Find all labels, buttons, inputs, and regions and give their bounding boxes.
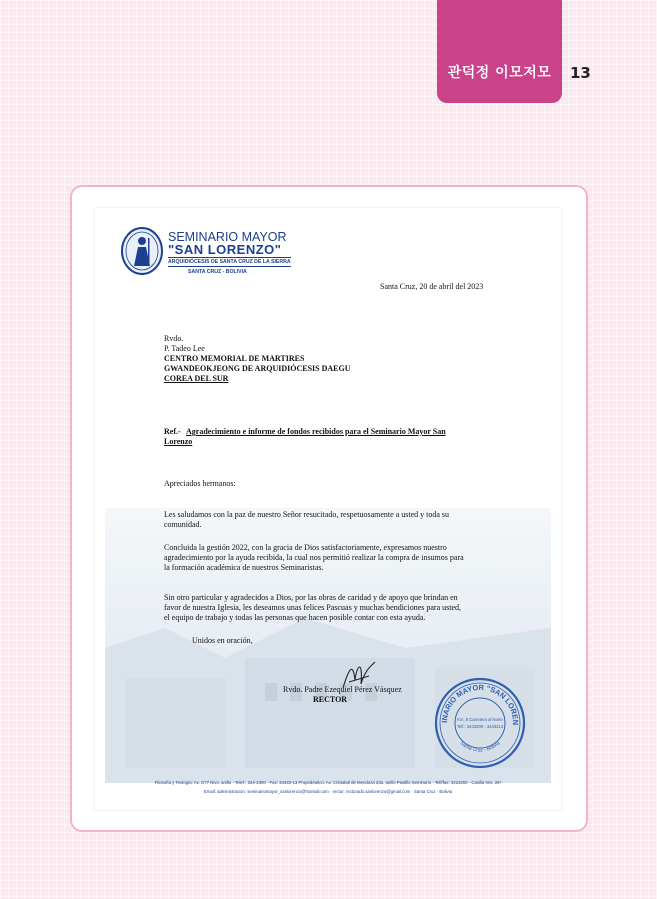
recipient-line-2: P. Tadeo Lee [164,344,205,353]
letterhead-line-3: ARQUIDIÓCESIS DE SANTA CRUZ DE LA SIERRA [168,259,291,265]
seminary-logo-icon [120,226,164,276]
paragraph-3-line-2: favor de nuestra Iglesia, les deseamos unas felices Pascuas y muchas bendiciones para usted, [164,603,462,612]
letterhead-line-1: SEMINARIO MAYOR [168,230,287,244]
footer-line-1: Filosofía y Teología: Av. G77 Nivo. anillo · Telef.: 344-3300 · Fax: 34433-13 Propedéutico: Av. Cristobal de Mendoza 2do. anillo Pastillo Seminario · Telf/fax: 3423200 · Casilla Nro. 25* [154,780,502,785]
page-number: 13 [570,64,591,82]
seminary-seal-icon [433,676,527,770]
recipient-line-4: GWANDEOKJEONG DE ARQUIDIÓCESIS DAEGU [164,364,351,373]
recipient-line-3: CENTRO MEMORIAL DE MARTIRES [164,354,305,363]
svg-text:Santa Cruz - Bolivia [459,740,502,753]
paragraph-2-line-2: agradecimiento por la ayuda recibida, la cual nos permitió realizar la compra de insumos para [164,553,464,562]
paragraph-2-line-3: la formación académica de nuestros Seminaristas. [164,563,324,572]
letter-date: Santa Cruz, 20 de abril del 2023 [380,282,484,291]
section-tab [437,0,562,103]
paragraph-1-line-2: comunidad. [164,520,202,529]
seal-ring-text: INARIO MAYOR "SAN LOREN [439,682,521,726]
footer-line-2: Email: administracion: seminariomayor_sanlorenzo@hotmail.com · rector: rectorado.sanlorenzo@gmail.com · Santa Cruz · Bolivia [203,789,452,794]
recipient-line-1: Rvdo. [164,334,184,343]
reference-text-2: Lorenzo [164,437,193,446]
reference-text-1: Agradecimiento e informe de fondos recibidos para el Seminario Mayor San [186,427,446,436]
closing: Unidos en oración, [192,636,253,645]
seal-center-2: Telf.: 3443300 - 3443313 [456,724,504,729]
section-tab-label: 관덕정 이모저모 [447,65,552,81]
recipient-line-5: COREA DEL SUR [164,374,229,383]
paragraph-2-line-1: Concluida la gestión 2022, con la gracia de Dios satisfactoriamente, expresamos nuestro [164,543,447,552]
letterhead-line-4: SANTA CRUZ - BOLIVIA [188,269,247,275]
letterhead-line-2: "SAN LORENZO" [168,242,282,257]
letter-document [95,208,561,810]
seal-center-1: Km. 8 Carretera al Norte [457,717,503,722]
paragraph-1-line-1: Les saludamos con la paz de nuestro Señor resucitado, respetuosamente a usted y toda su [164,510,450,519]
paragraph-3-line-1: Sin otro particular y agradecidos a Dios, por las obras de caridad y de apoyo que brindan en [164,593,458,602]
reference-label: Ref.- [164,427,181,436]
signer-title: RECTOR [313,695,348,704]
signer-name: Rvdo. Padre Ezequiel Pérez Vásquez [283,685,402,694]
greeting: Apreciados hermanos: [164,479,236,488]
seal-bottom-text: Santa Cruz - Bolivia [458,740,502,754]
paragraph-3-line-3: el equipo de trabajo y todas las personas que hacen posible contar con esta ayuda. [164,613,426,622]
